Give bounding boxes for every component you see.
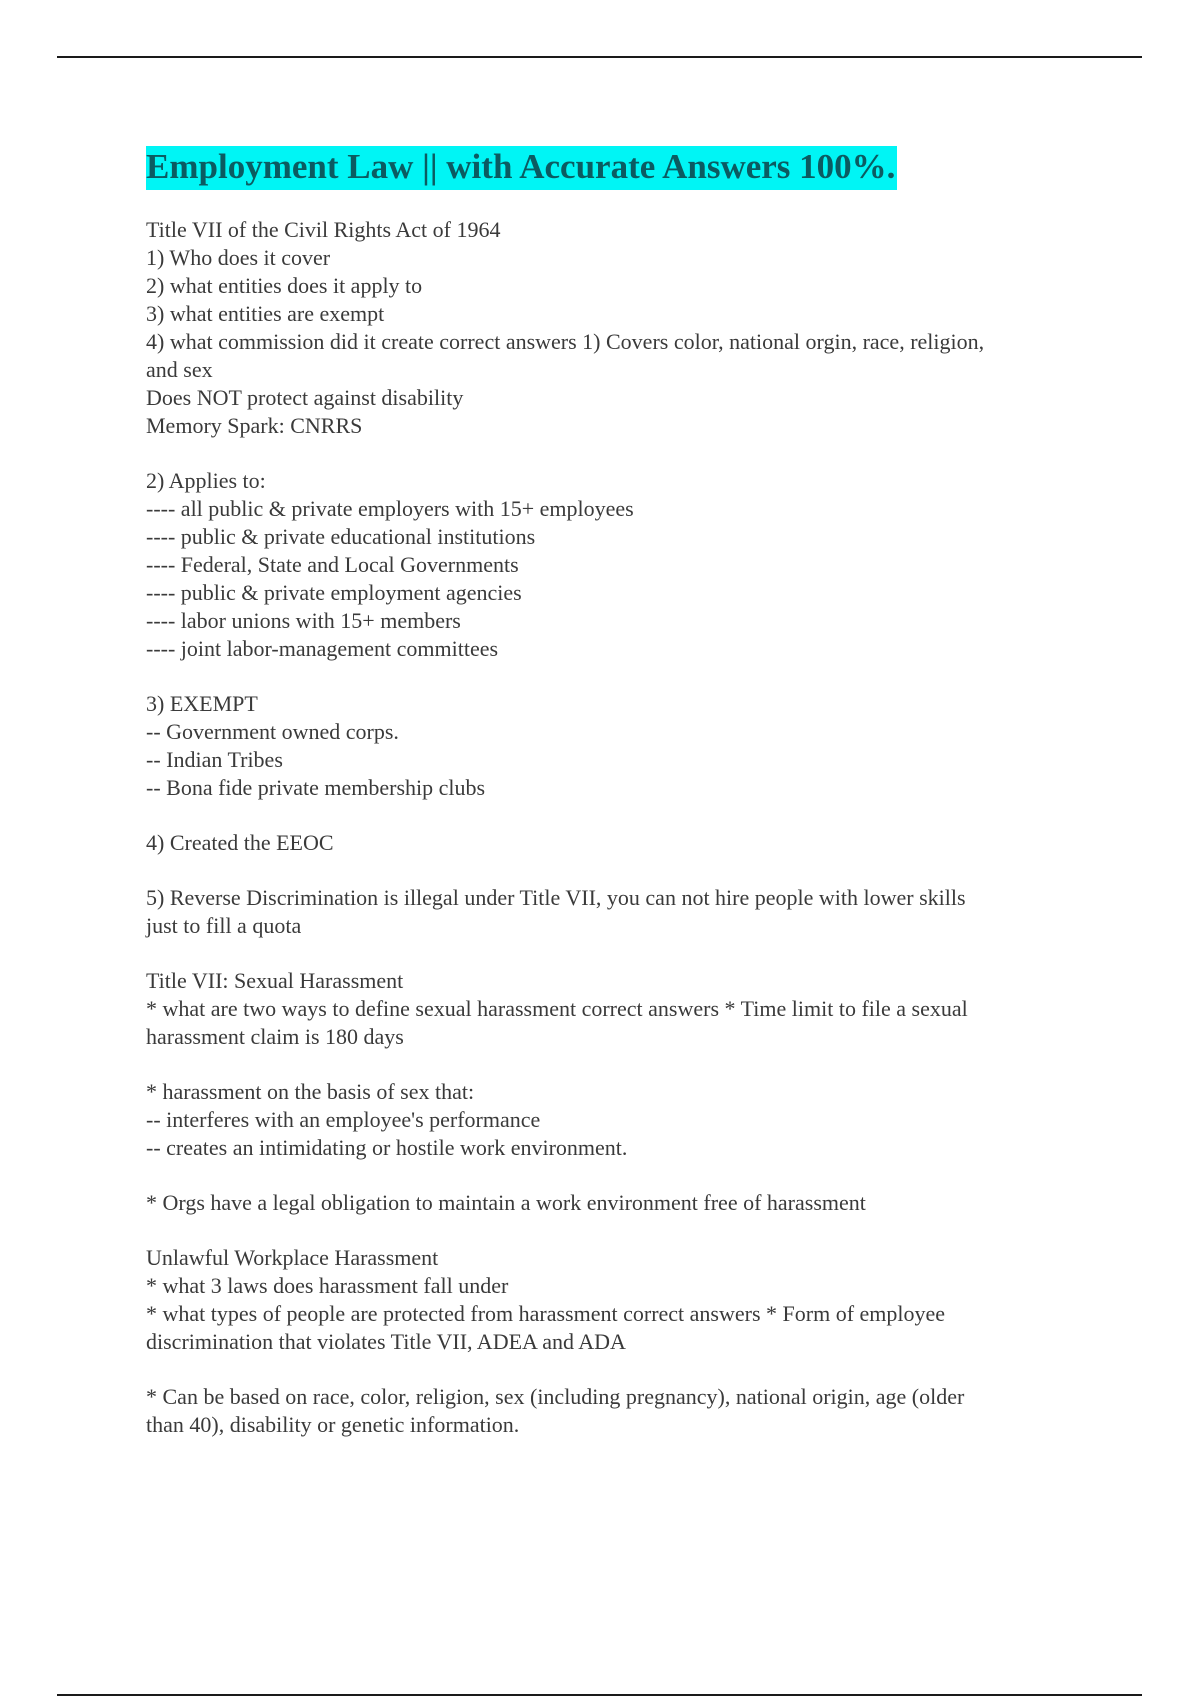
text-paragraph (146, 1383, 1086, 1439)
text-line: harassment claim is 180 days (146, 1024, 404, 1049)
text-line: ---- labor unions with 15+ members (146, 608, 461, 633)
text-line: 4) what commission did it create correct answers 1) Covers color, national orgin, race, religion, (146, 329, 985, 354)
text-line: * what 3 laws does harassment fall under (146, 1273, 509, 1298)
text-line: ---- Federal, State and Local Governments (146, 552, 519, 577)
text-line: Does NOT protect against disability (146, 385, 464, 410)
text-line: ---- public & private educational institutions (146, 524, 536, 549)
text-paragraph (146, 467, 1086, 663)
text-line: * harassment on the basis of sex that: (146, 1079, 475, 1104)
text-paragraph (146, 884, 1086, 940)
text-paragraph (146, 216, 1086, 440)
text-paragraph (146, 1078, 1086, 1162)
text-line: and sex (146, 357, 213, 382)
document-body (146, 216, 1086, 1439)
text-line: -- creates an intimidating or hostile work environment. (146, 1135, 628, 1160)
text-line: Title VII: Sexual Harassment (146, 968, 404, 993)
document-title: Employment Law || with Accurate Answers 100%. (146, 146, 897, 190)
text-line: * Can be based on race, color, religion, sex (including pregnancy), national origin, age (older (146, 1384, 965, 1409)
top-rule (57, 56, 1142, 58)
text-line: 3) EXEMPT (146, 691, 258, 716)
text-line: discrimination that violates Title VII, ADEA and ADA (146, 1329, 626, 1354)
text-line: 3) what entities are exempt (146, 301, 385, 326)
text-paragraph (146, 690, 1086, 802)
document-page (146, 146, 1086, 1439)
text-paragraph (146, 1244, 1086, 1356)
text-line: -- interferes with an employee's performance (146, 1107, 541, 1132)
text-line: Unlawful Workplace Harassment (146, 1245, 439, 1270)
text-line: * what types of people are protected from harassment correct answers * Form of employee (146, 1301, 946, 1326)
text-paragraph (146, 829, 1086, 857)
bottom-rule (57, 1694, 1142, 1696)
text-line: 2) Applies to: (146, 468, 266, 493)
text-line: * what are two ways to define sexual harassment correct answers * Time limit to file a sexual (146, 996, 968, 1021)
text-line: -- Government owned corps. (146, 719, 399, 744)
text-line: ---- joint labor-management committees (146, 636, 499, 661)
text-line: 5) Reverse Discrimination is illegal under Title VII, you can not hire people with lower skills (146, 885, 966, 910)
text-line: -- Indian Tribes (146, 747, 283, 772)
text-line: Memory Spark: CNRRS (146, 413, 363, 438)
text-paragraph (146, 1189, 1086, 1217)
text-line: than 40), disability or genetic information. (146, 1412, 520, 1437)
text-line: ---- all public & private employers with 15+ employees (146, 496, 634, 521)
text-paragraph (146, 967, 1086, 1051)
text-line: 4) Created the EEOC (146, 830, 334, 855)
text-line: 1) Who does it cover (146, 245, 331, 270)
text-line: ---- public & private employment agencies (146, 580, 522, 605)
text-line: just to fill a quota (146, 913, 302, 938)
text-line: 2) what entities does it apply to (146, 273, 423, 298)
text-line: * Orgs have a legal obligation to maintain a work environment free of harassment (146, 1190, 866, 1215)
text-line: -- Bona fide private membership clubs (146, 775, 486, 800)
text-line: Title VII of the Civil Rights Act of 1964 (146, 217, 501, 242)
